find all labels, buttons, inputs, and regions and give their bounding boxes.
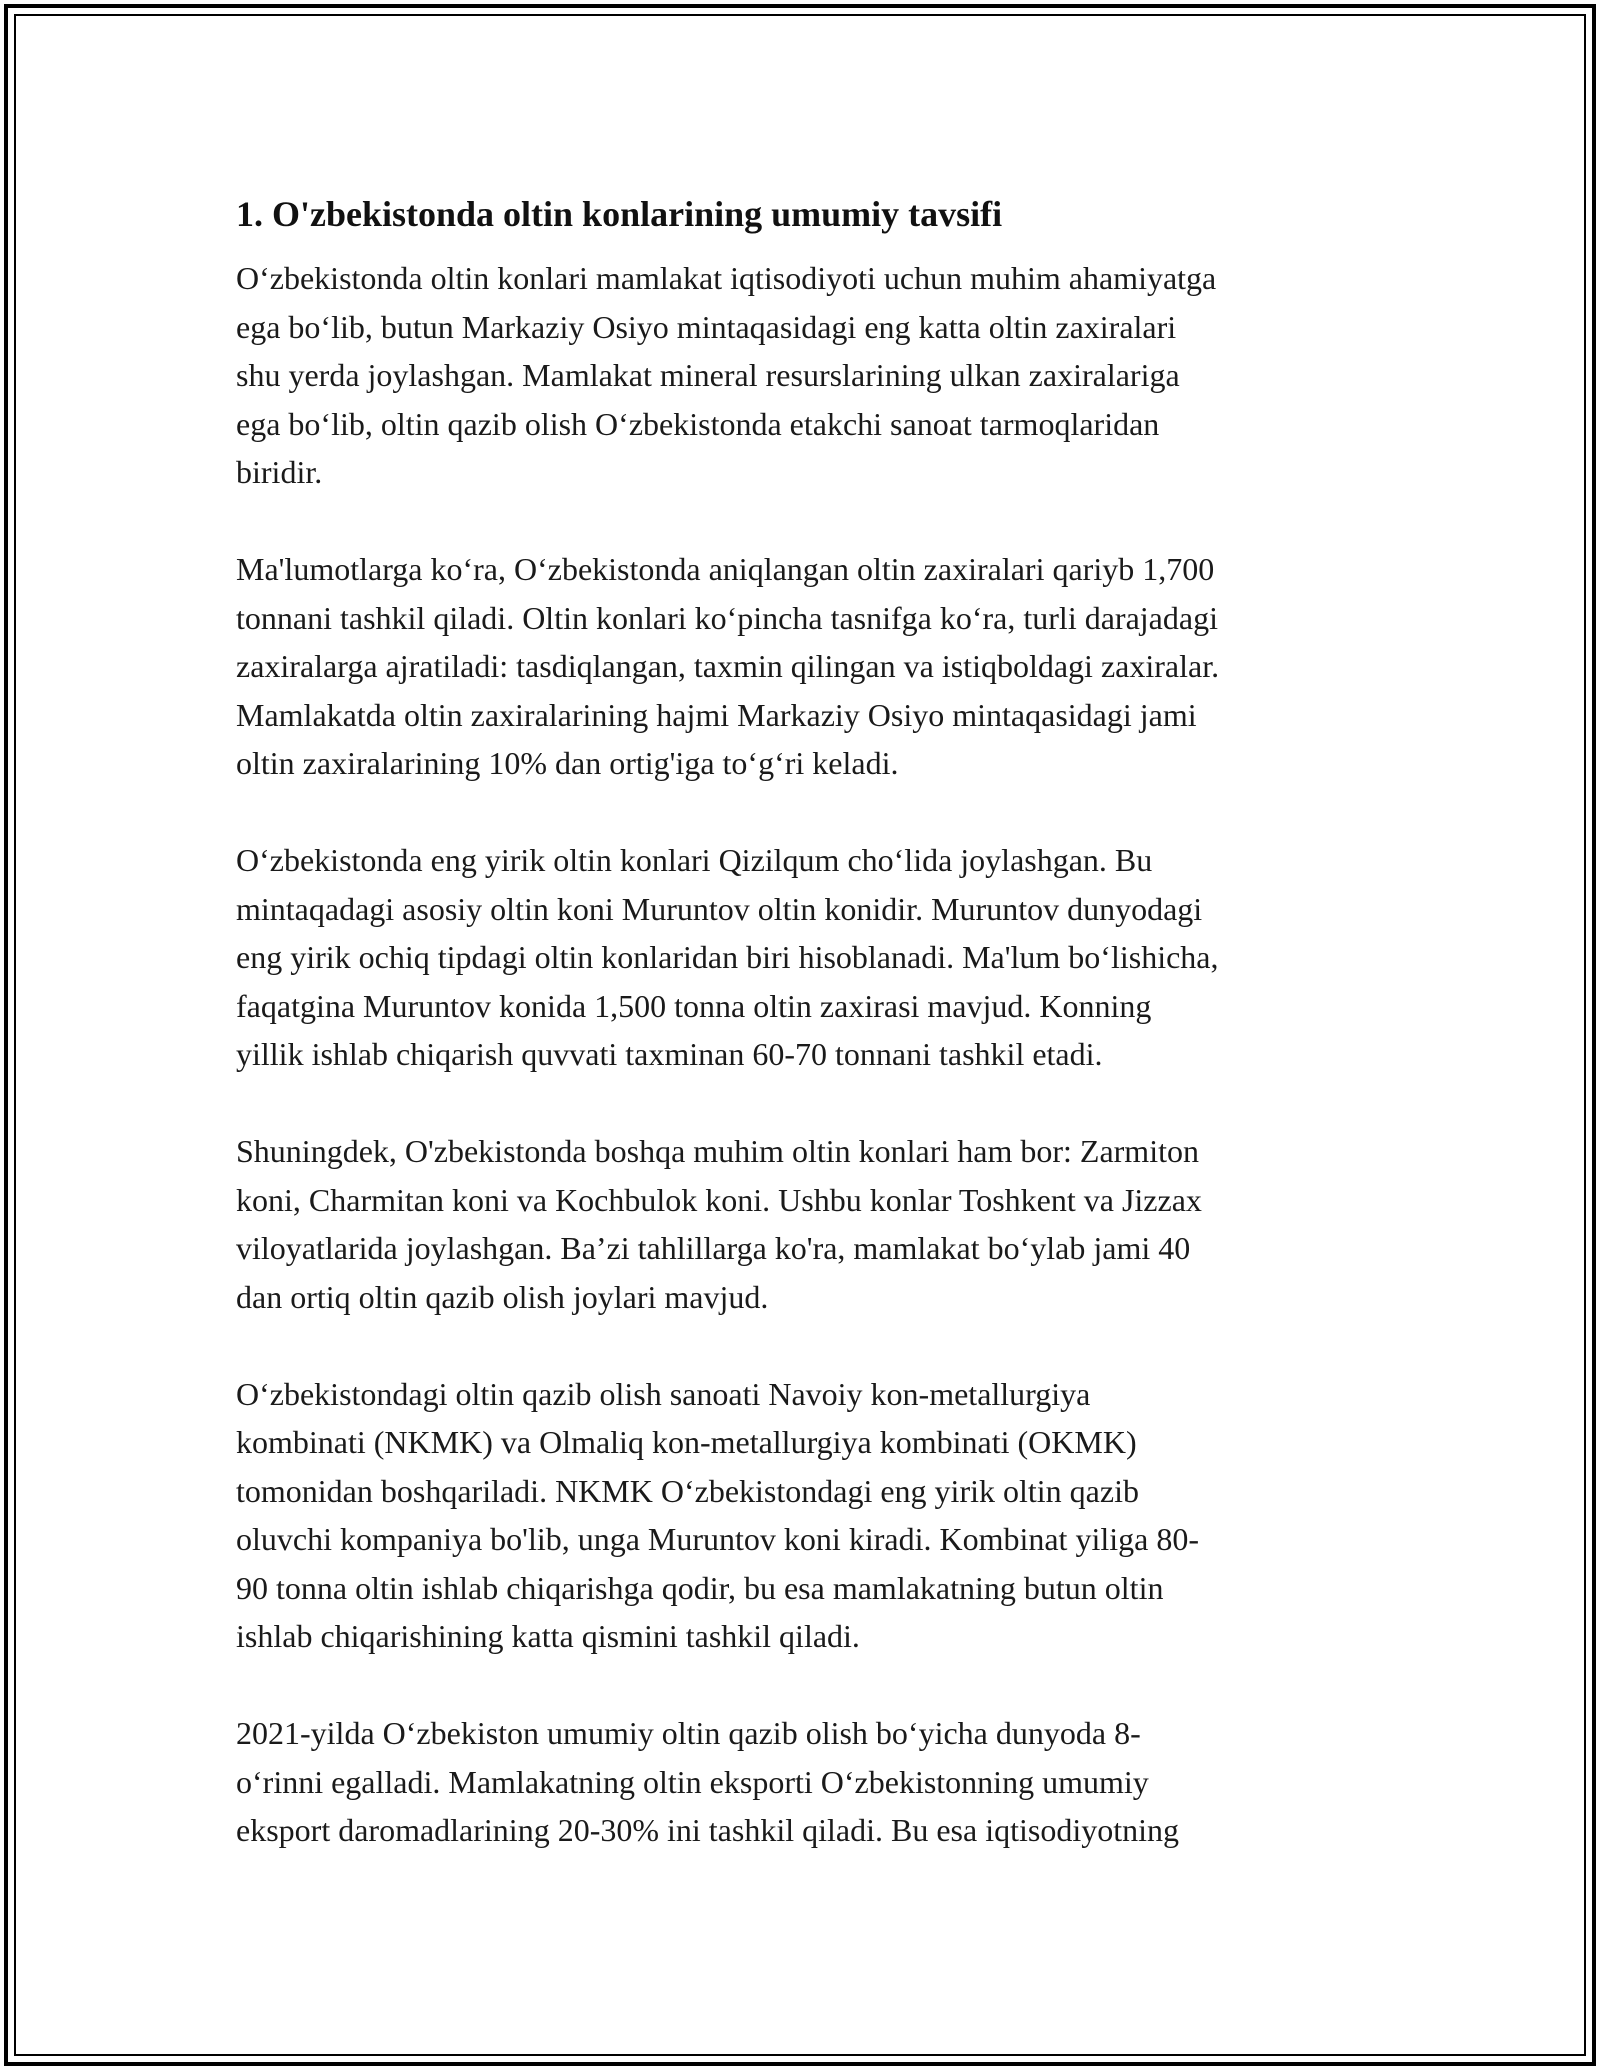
text-line: zaxiralarga ajratiladi: tasdiqlangan, taxmin qilingan va istiqboldagi zaxiralar. xyxy=(236,648,1220,684)
text-line: faqatgina Muruntov konida 1,500 tonna oltin zaxirasi mavjud. Konning xyxy=(236,987,1152,1024)
text-line: O‘zbekistondagi oltin qazib olish sanoati Navoiy kon-metallurgiya xyxy=(236,1375,1091,1412)
document-body xyxy=(236,186,1366,1903)
paragraph-6 xyxy=(236,1709,1366,1855)
text-line: eng yirik ochiq tipdagi oltin konlaridan biri hisoblanadi. Ma'lum bo‘lishicha, xyxy=(236,939,1219,975)
text-line: eksport daromadlarining 20-30% ini tashkil qiladi. Bu esa iqtisodiyotning xyxy=(236,1812,1179,1848)
text-line: o‘rinni egalladi. Mamlakatning oltin eksporti O‘zbekistonning umumiy xyxy=(236,1763,1149,1800)
text-line: shu yerda joylashgan. Mamlakat mineral resurslarining ulkan zaxiralariga xyxy=(236,357,1180,393)
text-line: oluvchi kompaniya bo'lib, unga Muruntov koni kiradi. Kombinat yiliga 80- xyxy=(236,1521,1199,1557)
text-line: O‘zbekistonda eng yirik oltin konlari Qizilqum cho‘lida joylashgan. Bu xyxy=(236,842,1153,878)
paragraph-5 xyxy=(236,1370,1366,1661)
text-line: tomonidan boshqariladi. NKMK O‘zbekistondagi eng yirik oltin qazib xyxy=(236,1472,1139,1509)
paragraph-2 xyxy=(236,545,1366,788)
text-line: koni, Charmitan koni va Kochbulok koni. Ushbu konlar Toshkent va Jizzax xyxy=(236,1181,1202,1218)
text-line: 90 tonna oltin ishlab chiqarishga qodir, bu esa mamlakatning butun oltin xyxy=(236,1569,1164,1606)
text-line: kombinati (NKMK) va Olmaliq kon-metallurgiya kombinati (OKMK) xyxy=(236,1424,1137,1460)
paragraph-3 xyxy=(236,836,1366,1079)
text-line: viloyatlarida joylashgan. Ba’zi tahlillarga ko'ra, mamlakat bo‘ylab jami 40 xyxy=(236,1230,1191,1266)
paragraph-1 xyxy=(236,254,1366,497)
text-line: biridir. xyxy=(236,454,323,490)
text-line: ishlab chiqarishining katta qismini tashkil qiladi. xyxy=(236,1618,860,1654)
text-line: Mamlakatda oltin zaxiralarining hajmi Markaziy Osiyo mintaqasidagi jami xyxy=(236,696,1197,733)
text-line: dan ortiq oltin qazib olish joylari mavjud. xyxy=(236,1278,769,1315)
text-line: tonnani tashkil qiladi. Oltin konlari ko‘pincha tasnifga ko‘ra, turli darajadagi xyxy=(236,599,1218,636)
text-line: Ma'lumotlarga ko‘ra, O‘zbekistonda aniqlangan oltin zaxiralari qariyb 1,700 xyxy=(236,551,1215,587)
text-line: ega bo‘lib, oltin qazib olish O‘zbekistonda etakchi sanoat tarmoqlaridan xyxy=(236,405,1160,442)
paragraph-4 xyxy=(236,1127,1366,1321)
text-line: Shuningdek, O'zbekistonda boshqa muhim oltin konlari ham bor: Zarmiton xyxy=(236,1133,1199,1169)
text-line: ega bo‘lib, butun Markaziy Osiyo mintaqasidagi eng katta oltin zaxiralari xyxy=(236,308,1177,345)
text-line: oltin zaxiralarining 10% dan ortig'iga to‘g‘ri keladi. xyxy=(236,745,899,781)
text-line: O‘zbekistonda oltin konlari mamlakat iqtisodiyoti uchun muhim ahamiyatga xyxy=(236,260,1217,296)
text-line: yillik ishlab chiqarish quvvati taxminan 60-70 tonnani tashkil etadi. xyxy=(236,1036,1103,1072)
text-line: 2021-yilda O‘zbekiston umumiy oltin qazib olish bo‘yicha dunyoda 8- xyxy=(236,1715,1141,1751)
section-heading: 1. O'zbekistonda oltin konlarining umumiy tavsifi xyxy=(236,194,1003,234)
text-line: mintaqadagi asosiy oltin koni Muruntov oltin konidir. Muruntov dunyodagi xyxy=(236,890,1203,927)
